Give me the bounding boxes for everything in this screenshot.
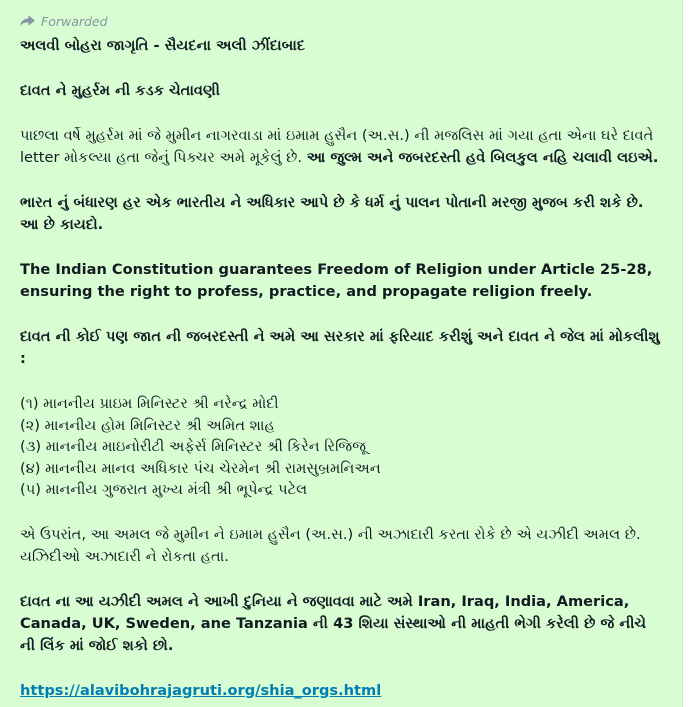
paragraph-constitution-en: The Indian Constitution guarantees Freedom of Religion under Article 25-28, ensuring the right to profess, practice, and propagate religion freely.: [20, 261, 653, 300]
paragraph-complaint: દાવત ની કોઈ પણ જાત ની જબરદસ્તી ને અમે આ સરકાર માં ફરિયાદ કરીશું અને દાવત ને જેલ માં મોકલીશુ :: [20, 328, 660, 367]
paragraph-yazidi: એ ઉપરાંત, આ અમલ જે મુમીન ને ઇમામ હુસૈન (અ.સ.) ની અઝાદારી કરતા રોકે છે એ યઝીદી અમલ છે. યઝિદીઓ અઝાદારી ને રોકતા હતા.: [20, 525, 641, 565]
paragraph-letters-text: પાછલા વર્ષે મુહર્રમ માં જે મુમીન નાગરવાડા માં ઇમામ હુસૈન (અ.સ.) ની મજલિસ માં ગયા હતા એના ઘરે દાવતે letter મોકલ્યા હતા જેનું પિક્ચર અમે મૂકેલું છે.: [20, 127, 654, 166]
list-item: (૧) માનનીય પ્રાઇમ મિનિસ્ટર શ્રી નરેન્દ્ર મોદી: [20, 395, 279, 412]
paragraph-letters-bold: આ જુલ્મ અને જબરદસ્તી હવે બિલકુલ નહિ ચલાવી લઇએ.: [306, 149, 659, 166]
paragraph-constitution-gu: ભારત નું બંધારણ હર એક ભારતીય ને અધિકાર આપે છે કે ધર્મ નું પાલન પોતાની મરજી મુજબ કરી શકે છે. આ છે કાયદો.: [20, 194, 644, 233]
message-heading: દાવત ને મુહર્રમ ની કડક ચેતાવણી: [20, 82, 220, 99]
list-item: (૨) માનનીય હોમ મિનિસ્ટર શ્રી અમિત શાહ: [20, 416, 275, 434]
forwarded-label: Forwarded: [41, 13, 108, 29]
organizations-link[interactable]: https://alavibohrajagruti.org/shia_orgs.html: [20, 681, 382, 699]
authority-list: [20, 393, 664, 501]
message-title: અલવી બોહરા જાગૃતિ - સૈયદના અલી ઝીંદાબાદ: [20, 37, 306, 54]
list-item: (૪) માનનીય માનવ અધિકાર પંચ ચેરમેન શ્રી રામસુબ્રમનિઅન: [20, 459, 381, 477]
paragraph-organizations: દાવત ના આ યઝીદી અમલ ને આખી દુનિયા ને જણાવવા માટે અમે Iran, Iraq, India, America, Canada, UK, Sweden, ane Tanzania ની 43 શિયા સંસ્થાઓ ની માહતી ભેગી કરેલી છે જે નીચે ની લિંક માં જોઈ શકો છો.: [20, 592, 647, 654]
forward-arrow-icon: [20, 15, 35, 27]
list-item: (૩) માનનીય માઇનોરીટી અફેર્સ મિનિસ્ટર શ્રી કિરેન રિજિજૂ: [20, 438, 367, 455]
link-line: [20, 680, 664, 702]
list-item: (૫) માનનીય ગુજરાત મુખ્ય મંત્રી શ્રી ભૂપેન્દ્ર પટેલ: [20, 481, 308, 498]
forwarded-indicator: [20, 11, 664, 31]
paragraph-letters: [20, 125, 664, 169]
